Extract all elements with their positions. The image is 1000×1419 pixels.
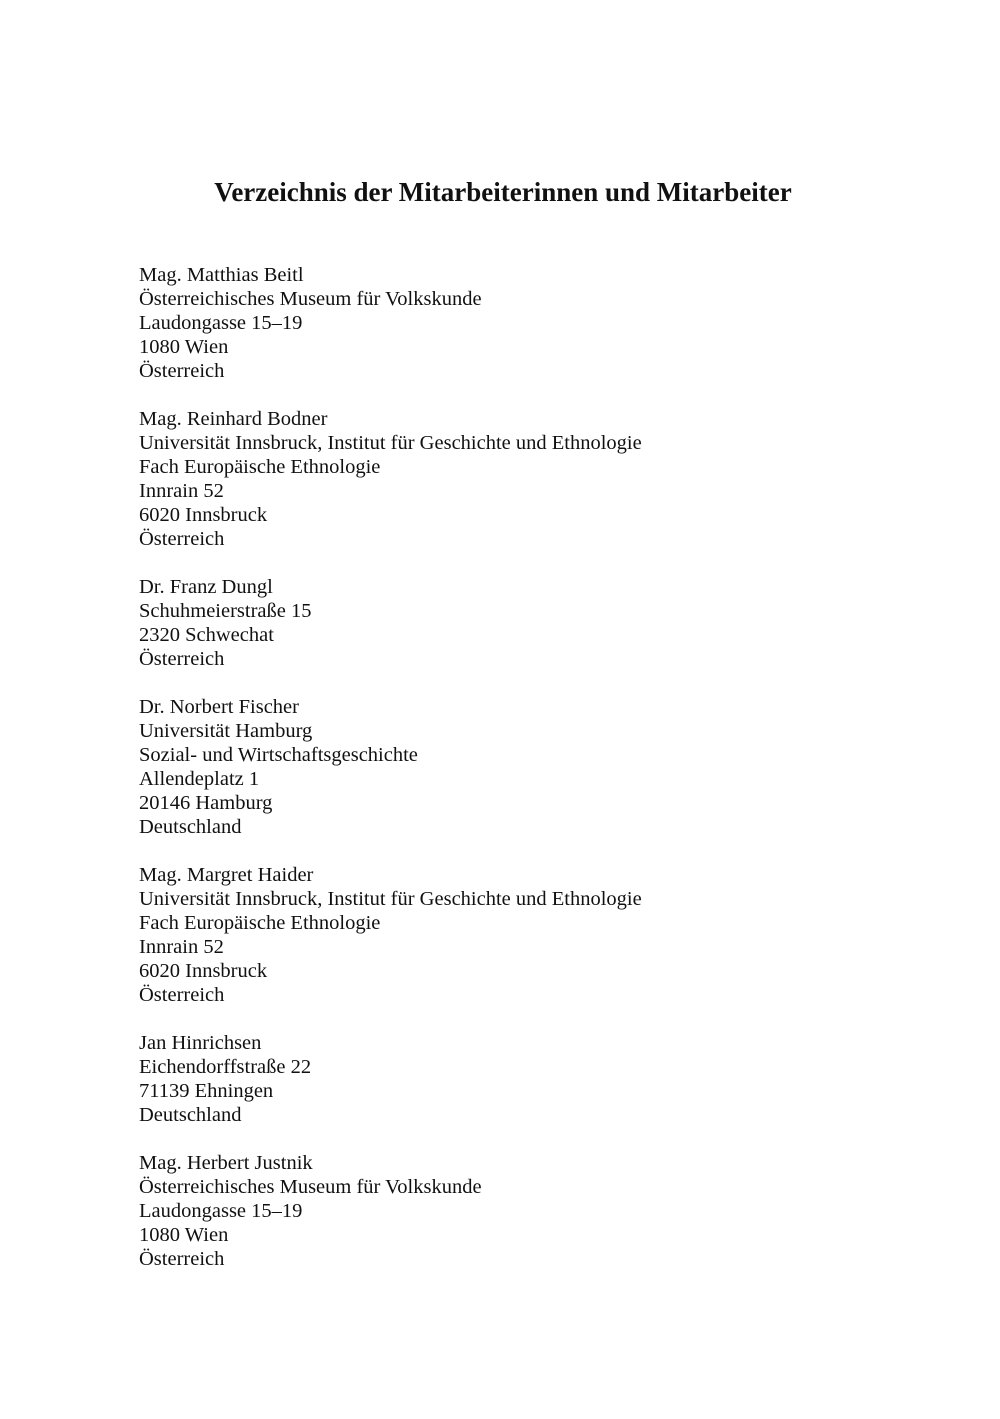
address-line: Deutschland — [139, 1104, 242, 1126]
address-line: Laudongasse 15–19 — [139, 1200, 303, 1222]
contributor-entry-fischer — [139, 695, 959, 839]
address-line: Österreich — [139, 648, 225, 670]
contributor-name: Mag. Reinhard Bodner — [139, 408, 328, 430]
address-line: Fach Europäische Ethnologie — [139, 456, 381, 478]
contributor-name: Mag. Matthias Beitl — [139, 264, 304, 286]
address-line: Österreich — [139, 528, 225, 550]
address-line: 1080 Wien — [139, 1224, 229, 1246]
address-line: Deutschland — [139, 816, 242, 838]
address-line: Innrain 52 — [139, 480, 224, 502]
contributor-list — [139, 263, 959, 1295]
address-line: Laudongasse 15–19 — [139, 312, 303, 334]
contributor-entry-justnik — [139, 1151, 959, 1271]
contributor-entry-beitl — [139, 263, 959, 383]
address-line: Universität Innsbruck, Institut für Geschichte und Ethnologie — [139, 432, 642, 454]
address-line: 20146 Hamburg — [139, 792, 273, 814]
contributor-entry-bodner — [139, 407, 959, 551]
contributor-entry-haider — [139, 863, 959, 1007]
address-line: Universität Innsbruck, Institut für Geschichte und Ethnologie — [139, 888, 642, 910]
address-line: Sozial- und Wirtschaftsgeschichte — [139, 744, 418, 766]
address-line: Fach Europäische Ethnologie — [139, 912, 381, 934]
address-line: Allendeplatz 1 — [139, 768, 260, 790]
contributor-entry-hinrichsen — [139, 1031, 959, 1127]
address-line: Österreich — [139, 1248, 225, 1270]
address-line: 1080 Wien — [139, 336, 229, 358]
contributor-name: Jan Hinrichsen — [139, 1032, 262, 1054]
address-line: Österreich — [139, 984, 225, 1006]
contributor-name: Dr. Franz Dungl — [139, 576, 273, 598]
contributor-name: Mag. Margret Haider — [139, 864, 314, 886]
address-line: Österreich — [139, 360, 225, 382]
address-line: 2320 Schwechat — [139, 624, 274, 646]
address-line: Innrain 52 — [139, 936, 224, 958]
contributor-name: Dr. Norbert Fischer — [139, 696, 299, 718]
address-line: 6020 Innsbruck — [139, 504, 268, 526]
address-line: Österreichisches Museum für Volkskunde — [139, 288, 482, 310]
contributor-name: Mag. Herbert Justnik — [139, 1152, 313, 1174]
address-line: 71139 Ehningen — [139, 1080, 274, 1102]
page-title: Verzeichnis der Mitarbeiterinnen und Mitarbeiter — [214, 177, 792, 207]
address-line: Schuhmeierstraße 15 — [139, 600, 312, 622]
address-line: Eichendorffstraße 22 — [139, 1056, 312, 1078]
address-line: Österreichisches Museum für Volkskunde — [139, 1176, 482, 1198]
contributor-entry-dungl — [139, 575, 959, 671]
address-line: 6020 Innsbruck — [139, 960, 268, 982]
address-line: Universität Hamburg — [139, 720, 313, 742]
